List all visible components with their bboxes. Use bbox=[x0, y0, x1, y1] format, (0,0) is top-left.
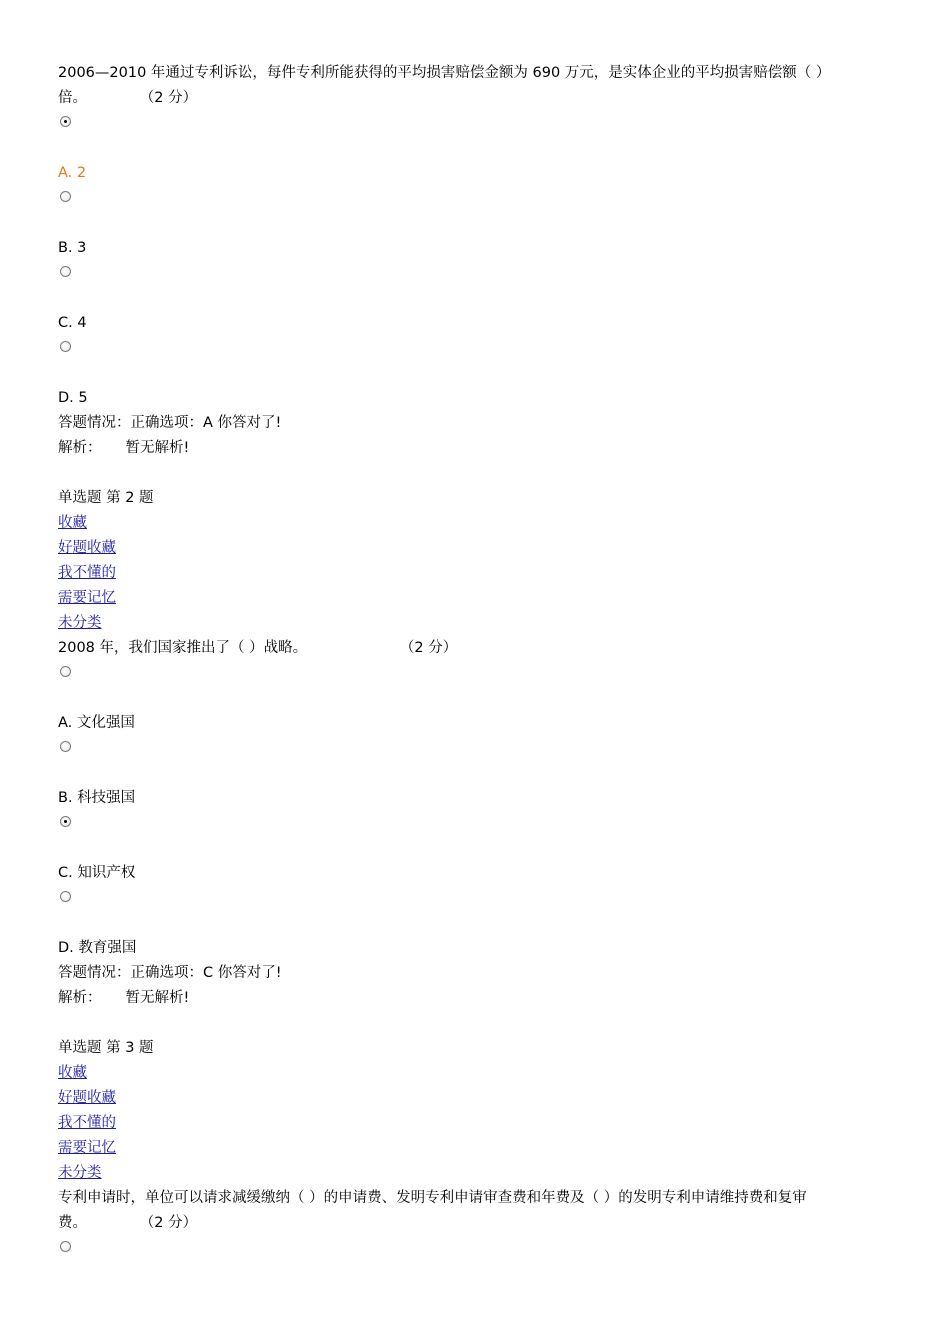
link-need-memorize[interactable]: 需要记忆 bbox=[58, 1140, 116, 1156]
question-3-header: 单选题 第 3 题 bbox=[58, 1040, 154, 1056]
radio-icon[interactable] bbox=[60, 266, 71, 277]
analysis-label: 解析： bbox=[58, 440, 102, 456]
q2-answer-status: 答题情况：正确选项：C 你答对了! bbox=[58, 965, 282, 981]
q1-option-c: C. 4 bbox=[58, 315, 87, 331]
radio-checked-icon[interactable] bbox=[60, 816, 71, 827]
q2-option-a: A. 文化强国 bbox=[58, 715, 135, 731]
q1-option-b: B. 3 bbox=[58, 240, 87, 256]
radio-icon[interactable] bbox=[60, 666, 71, 677]
radio-icon[interactable] bbox=[60, 891, 71, 902]
q3-option-a-radio-row[interactable] bbox=[58, 1236, 898, 1261]
radio-icon[interactable] bbox=[60, 341, 71, 352]
q2-analysis bbox=[58, 986, 898, 1011]
link-dont-understand[interactable]: 我不懂的 bbox=[58, 1115, 116, 1131]
link-favorite[interactable]: 收藏 bbox=[58, 515, 87, 531]
q1-option-d: D. 5 bbox=[58, 390, 88, 406]
q1-option-a: A. 2 bbox=[58, 165, 87, 181]
question-2-score: （2 分） bbox=[407, 640, 458, 656]
q2-option-d: D. 教育强国 bbox=[58, 940, 137, 956]
analysis-label: 解析： bbox=[58, 990, 102, 1006]
radio-icon[interactable] bbox=[60, 1241, 71, 1252]
q1-option-a-radio-row[interactable] bbox=[58, 111, 898, 136]
radio-icon[interactable] bbox=[60, 741, 71, 752]
question-2-header: 单选题 第 2 题 bbox=[58, 490, 154, 506]
link-uncategorized[interactable]: 未分类 bbox=[58, 1165, 102, 1181]
link-good-question[interactable]: 好题收藏 bbox=[58, 1090, 116, 1106]
link-need-memorize[interactable]: 需要记忆 bbox=[58, 590, 116, 606]
q2-option-b: B. 科技强国 bbox=[58, 790, 136, 806]
q2-option-c-radio-row[interactable] bbox=[58, 811, 898, 836]
question-3-text-line1: 专利申请时，单位可以请求减缓缴纳（ ）的申请费、发明专利申请审查费和年费及（ ）的发明专利申请维持费和复审 bbox=[58, 1190, 807, 1206]
q1-option-c-radio-row[interactable] bbox=[58, 261, 898, 286]
link-dont-understand[interactable]: 我不懂的 bbox=[58, 565, 116, 581]
question-3-text-end: 费。 bbox=[58, 1215, 87, 1231]
q1-option-b-radio-row[interactable] bbox=[58, 186, 898, 211]
link-favorite[interactable]: 收藏 bbox=[58, 1065, 87, 1081]
question-1-text-end: 倍。 bbox=[58, 90, 87, 106]
question-3-score: （2 分） bbox=[147, 1215, 198, 1231]
analysis-text: 暂无解析! bbox=[125, 990, 190, 1006]
q2-option-d-radio-row[interactable] bbox=[58, 886, 898, 911]
radio-checked-icon[interactable] bbox=[60, 116, 71, 127]
radio-icon[interactable] bbox=[60, 191, 71, 202]
q1-answer-status: 答题情况：正确选项：A 你答对了! bbox=[58, 415, 282, 431]
q2-option-a-radio-row[interactable] bbox=[58, 661, 898, 686]
question-3-text-line2 bbox=[58, 1211, 898, 1236]
q2-option-b-radio-row[interactable] bbox=[58, 736, 898, 761]
question-2-text: 2008 年，我们国家推出了（ ）战略。 bbox=[58, 640, 308, 656]
q2-option-c: C. 知识产权 bbox=[58, 865, 136, 881]
question-1-score: （2 分） bbox=[147, 90, 198, 106]
document-body bbox=[58, 61, 898, 1261]
question-2-text-line bbox=[58, 636, 898, 661]
link-uncategorized[interactable]: 未分类 bbox=[58, 615, 102, 631]
question-1-text-line2 bbox=[58, 86, 898, 111]
q1-option-d-radio-row[interactable] bbox=[58, 336, 898, 361]
q1-analysis bbox=[58, 436, 898, 461]
question-1-text-line1: 2006—2010 年通过专利诉讼，每件专利所能获得的平均损害赔偿金额为 690 万元，是实体企业的平均损害赔偿额（ ） bbox=[58, 65, 831, 81]
link-good-question[interactable]: 好题收藏 bbox=[58, 540, 116, 556]
analysis-text: 暂无解析! bbox=[125, 440, 190, 456]
